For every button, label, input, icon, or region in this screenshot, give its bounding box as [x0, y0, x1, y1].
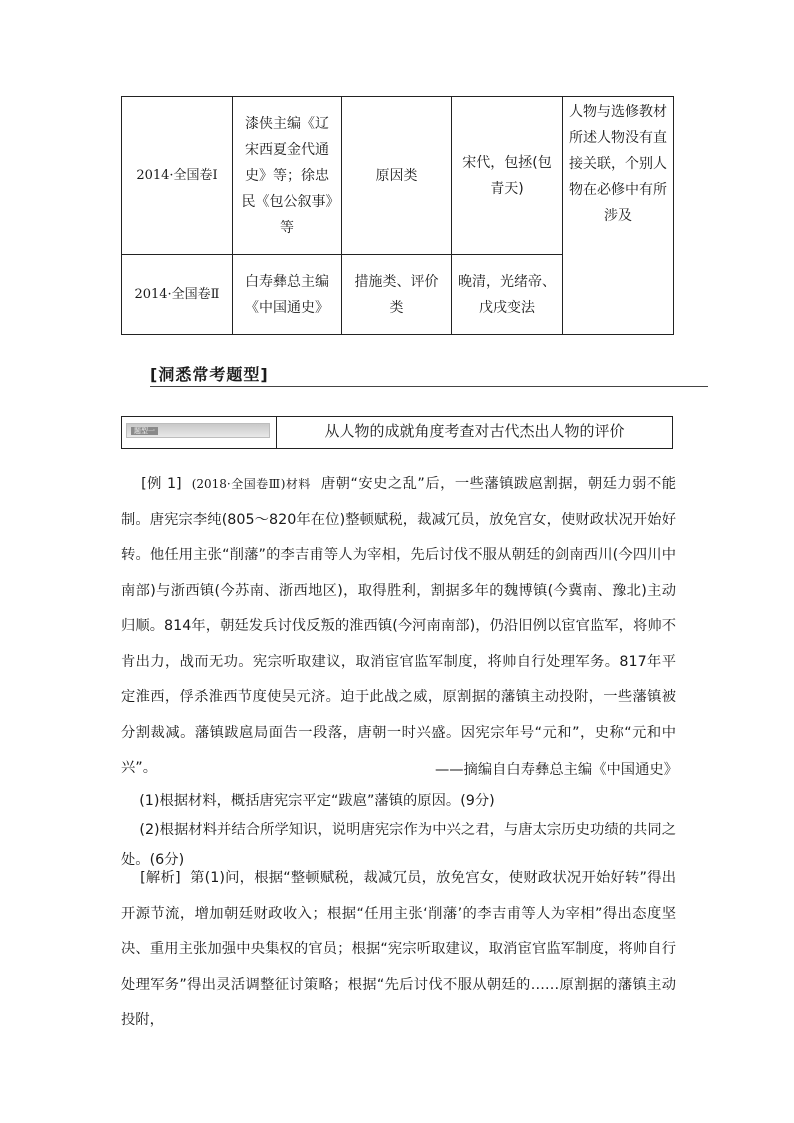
question-type-cell: 原因类 [342, 97, 452, 255]
person-cell: 宋代，包拯(包青天) [452, 97, 563, 255]
question-type-banner [121, 416, 673, 449]
question-1: (1)根据材料，概括唐宪宗平定“跋扈”藩镇的原因。(9分) [139, 793, 495, 809]
section-title: [洞悉常考题型] [150, 365, 269, 384]
section-divider [150, 386, 708, 387]
example-label: [例 1] [141, 476, 182, 492]
analysis-label: [解析] [140, 870, 181, 886]
type-title: 从人物的成就角度考查对古代杰出人物的评价 [324, 422, 625, 440]
source-cell: 白寿彝总主编《中国通史》 [233, 255, 342, 335]
exam-overview-table [121, 96, 674, 335]
example-text: 唐朝“安史之乱”后，一些藩镇跋扈割据，朝廷力弱不能制。唐宪宗李纯(805～820年在位)整顿赋税，裁减冗员，放免宫女，使财政状况开始好转。他任用主张“削藩”的李吉甫等人为宰相，先后讨伐不服从朝廷的剑南西川(今四川中南部)与浙西镇(今苏南、浙西地区)，取得胜利，割据多年的魏博镇(今冀南、豫北)主动归顺。814年，朝廷发兵讨伐反叛的淮西镇(今河南南部)，仍沿旧例以宦官监军，将帅不肯出力，战而无功。宪宗听取建议，取消宦官监军制度，将帅自行处理军务。817年平定淮西，俘杀淮西节度使吴元济。迫于此战之威，原割据的藩镇主动投附，一些藩镇被分割裁减。藩镇跋扈局面告一段落，唐朝一时兴盛。因宪宗年号“元和”，史称“元和中兴”。 [121, 476, 677, 776]
type-tag-cell [122, 417, 277, 448]
exam-cell: 2014·全国卷Ⅱ [122, 255, 233, 335]
example-origin: (2018·全国卷Ⅲ)材料 [191, 477, 311, 491]
example-paragraph [121, 467, 676, 787]
relation-note-cell: 人物与选修教材所述人物没有直接关联，个别人物在必修中有所涉及 [563, 97, 674, 335]
example-source: ——摘编自白寿彝总主编《中国通史》 [434, 762, 678, 778]
analysis-paragraph [121, 861, 676, 1039]
question-2: (2)根据材料并结合所学知识，说明唐宪宗作为中兴之君，与唐太宗历史功绩的共同之处。(6分) [121, 822, 676, 868]
type-tag-badge: 题型一 [126, 423, 270, 438]
exam-cell: 2014·全国卷Ⅰ [122, 97, 233, 255]
person-cell: 晚清，光绪帝、戊戌变法 [452, 255, 563, 335]
table-row [122, 97, 674, 255]
source-cell: 漆侠主编《辽宋西夏金代通史》等；徐忠民《包公叙事》等 [233, 97, 342, 255]
analysis-text: 第(1)问，根据“整顿赋税，裁减冗员，放免宫女，使财政状况开始好转”得出开源节流，增加朝廷财政收入；根据“任用主张‘削藩’的李吉甫等人为宰相”得出态度坚决、重用主张加强中央集权的官员；根据“宪宗听取建议，取消宦官监军制度，将帅自行处理军务”得出灵活调整征讨策略；根据“先后讨伐不服从朝廷的……原割据的藩镇主动投附， [121, 870, 677, 1028]
question-type-cell: 措施类、评价类 [342, 255, 452, 335]
